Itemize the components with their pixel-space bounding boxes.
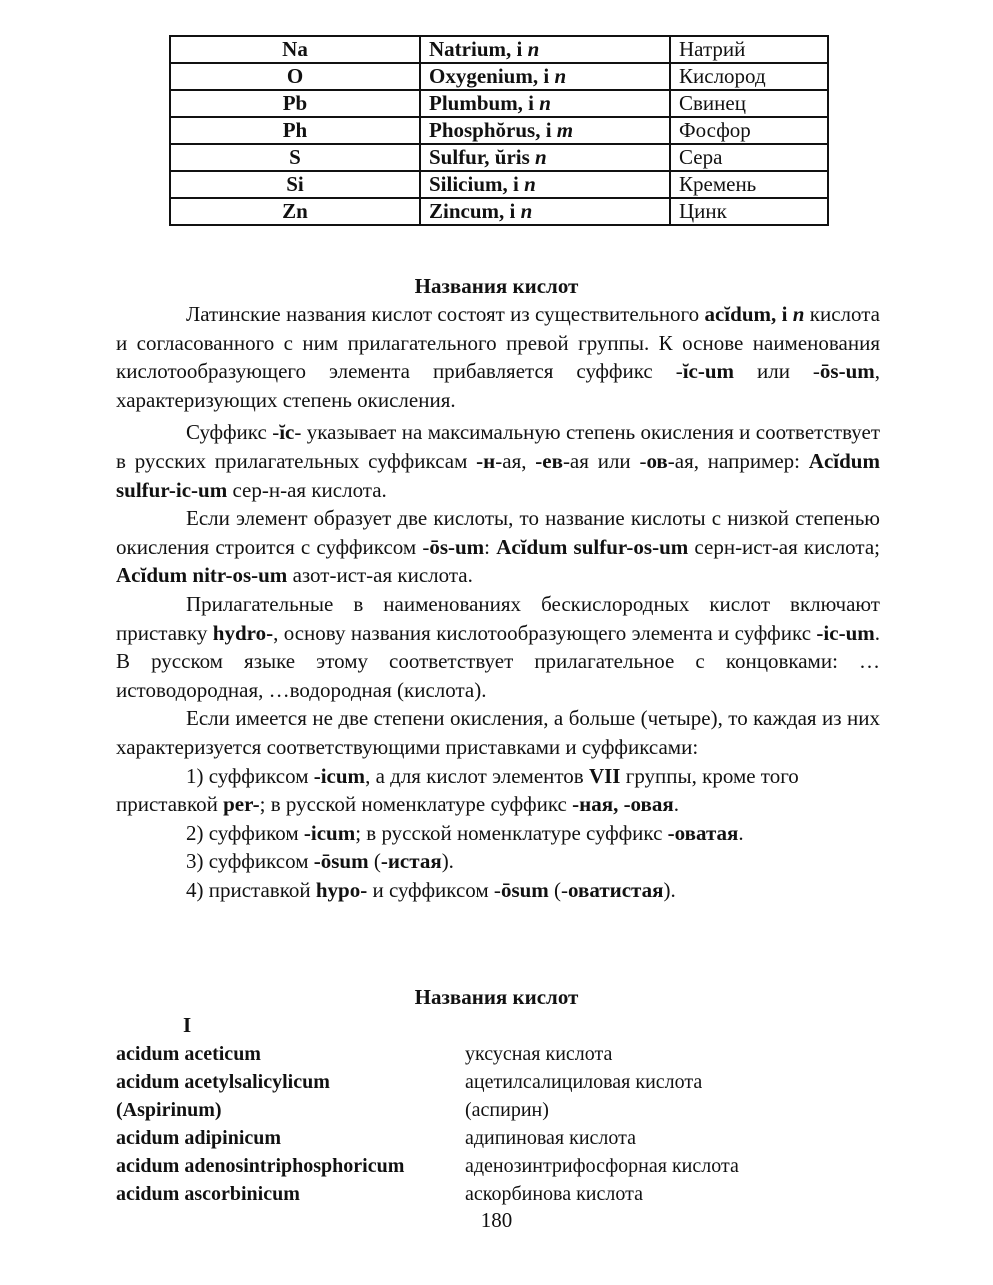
russian-term: (аспирин): [465, 1099, 549, 1121]
paragraph-3: Если элемент образует две кислоты, то название кислоты с низкой степенью окисления строится с суффиксом -ōs-um: Acĭdum sulfur-os-um серн-ист-ая кислота; Acĭdum nitr-os-um азот-ист-ая кислота.: [116, 506, 880, 588]
list-item-1: 1) суффиксом -icum, а для кислот элементов VII группы, кроме того приставкой per-; в русской номенклатуре суффикс -ная, -овая.: [116, 763, 799, 817]
russian-name: Свинец: [670, 90, 828, 117]
russian-name: Натрий: [670, 36, 828, 63]
paragraph-5: Если имеется не две степени окисления, а больше (четыре), то каждая из них характеризуется соответствующими приставками и суффиксами:: [116, 706, 880, 759]
element-symbol: Si: [170, 171, 420, 198]
element-symbol: Pb: [170, 90, 420, 117]
element-symbol: O: [170, 63, 420, 90]
latin-name: Plumbum, i n: [420, 90, 670, 117]
list-item: [116, 1096, 876, 1124]
russian-name: Сера: [670, 144, 828, 171]
latin-name: Natrium, i n: [420, 36, 670, 63]
table-row: [170, 63, 828, 90]
russian-name: Цинк: [670, 198, 828, 225]
list-item: [116, 1040, 876, 1068]
list-item: [116, 1068, 876, 1096]
table-row: [170, 90, 828, 117]
elements-table: [169, 35, 829, 226]
russian-term: адипиновая кислота: [465, 1127, 636, 1149]
roman-numeral: I: [183, 1013, 192, 1037]
list-item-2: 2) суффиком -icum; в русской номенклатуре суффикс -оватая.: [186, 820, 744, 845]
latin-term: acidum adipinicum: [116, 1127, 282, 1149]
russian-name: Кремень: [670, 171, 828, 198]
table-row: [170, 198, 828, 225]
table-row: [170, 171, 828, 198]
element-symbol: Zn: [170, 198, 420, 225]
list-item-3: 3) суффиксом -ōsum (-истая).: [186, 849, 454, 874]
latin-name: Sulfur, ŭris n: [420, 144, 670, 171]
element-symbol: Na: [170, 36, 420, 63]
list-item-4: 4) приставкой hypo- и суффиксом -ōsum (-оватистая).: [186, 877, 676, 902]
list-item: [116, 1180, 876, 1208]
table-row: [170, 36, 828, 63]
latin-term: acidum acetylsalicylicum: [116, 1071, 330, 1093]
russian-term: аскорбинова кислота: [465, 1183, 643, 1205]
latin-term: acidum ascorbinicum: [116, 1183, 300, 1205]
latin-name: Zincum, i n: [420, 198, 670, 225]
latin-name: Silicium, i n: [420, 171, 670, 198]
section-heading-2: Названия кислот: [414, 985, 579, 1009]
list-item: [116, 1152, 876, 1180]
russian-term: уксусная кислота: [465, 1043, 613, 1065]
latin-term: acidum aceticum: [116, 1043, 261, 1065]
section-heading: Названия кислот: [414, 274, 579, 298]
russian-term: аденозинтрифосфорная кислота: [465, 1155, 739, 1177]
table-row: [170, 144, 828, 171]
russian-term: ацетилсалициловая кислота: [465, 1071, 703, 1093]
body-text: [116, 300, 880, 904]
latin-name: Phosphŏrus, i m: [420, 117, 670, 144]
list-item: [116, 1124, 876, 1152]
latin-term: acidum adenosintriphosphoricum: [116, 1155, 405, 1177]
page-number: 180: [480, 1208, 513, 1232]
paragraph-1: Латинские названия кислот состоят из существительного acĭdum, i n кислота и согласованного с ним прилагательного превой группы. К основе наименования кислотообразующего элемента прибавляется суффикс -ĭc-um или -ōs-um, характеризующих степень окисления.: [116, 302, 881, 412]
table-row: [170, 117, 828, 144]
element-symbol: S: [170, 144, 420, 171]
russian-name: Фосфор: [670, 117, 828, 144]
paragraph-2: Суффикс -ĭc- указывает на максимальную степень окисления и соответствует в русских прилагательных суффиксам -н-ая, -ев-ая или -ов-ая, например: Acĭdum sulfur-ic-um сер-н-ая кислота.: [116, 420, 880, 502]
vocab-list: [116, 1040, 876, 1208]
latin-name: Oxygenium, i n: [420, 63, 670, 90]
paragraph-4: Прилагательные в наименованиях бескислородных кислот включают приставку hydro-, основу названия кислотообразующего элемента и суффикс -ic-um. В русском языке этому соответствует прилагательное с концовками: …истоводородная, …водородная (кислота).: [116, 591, 880, 702]
element-symbol: Ph: [170, 117, 420, 144]
latin-term: (Aspirinum): [116, 1099, 222, 1121]
russian-name: Кислород: [670, 63, 828, 90]
